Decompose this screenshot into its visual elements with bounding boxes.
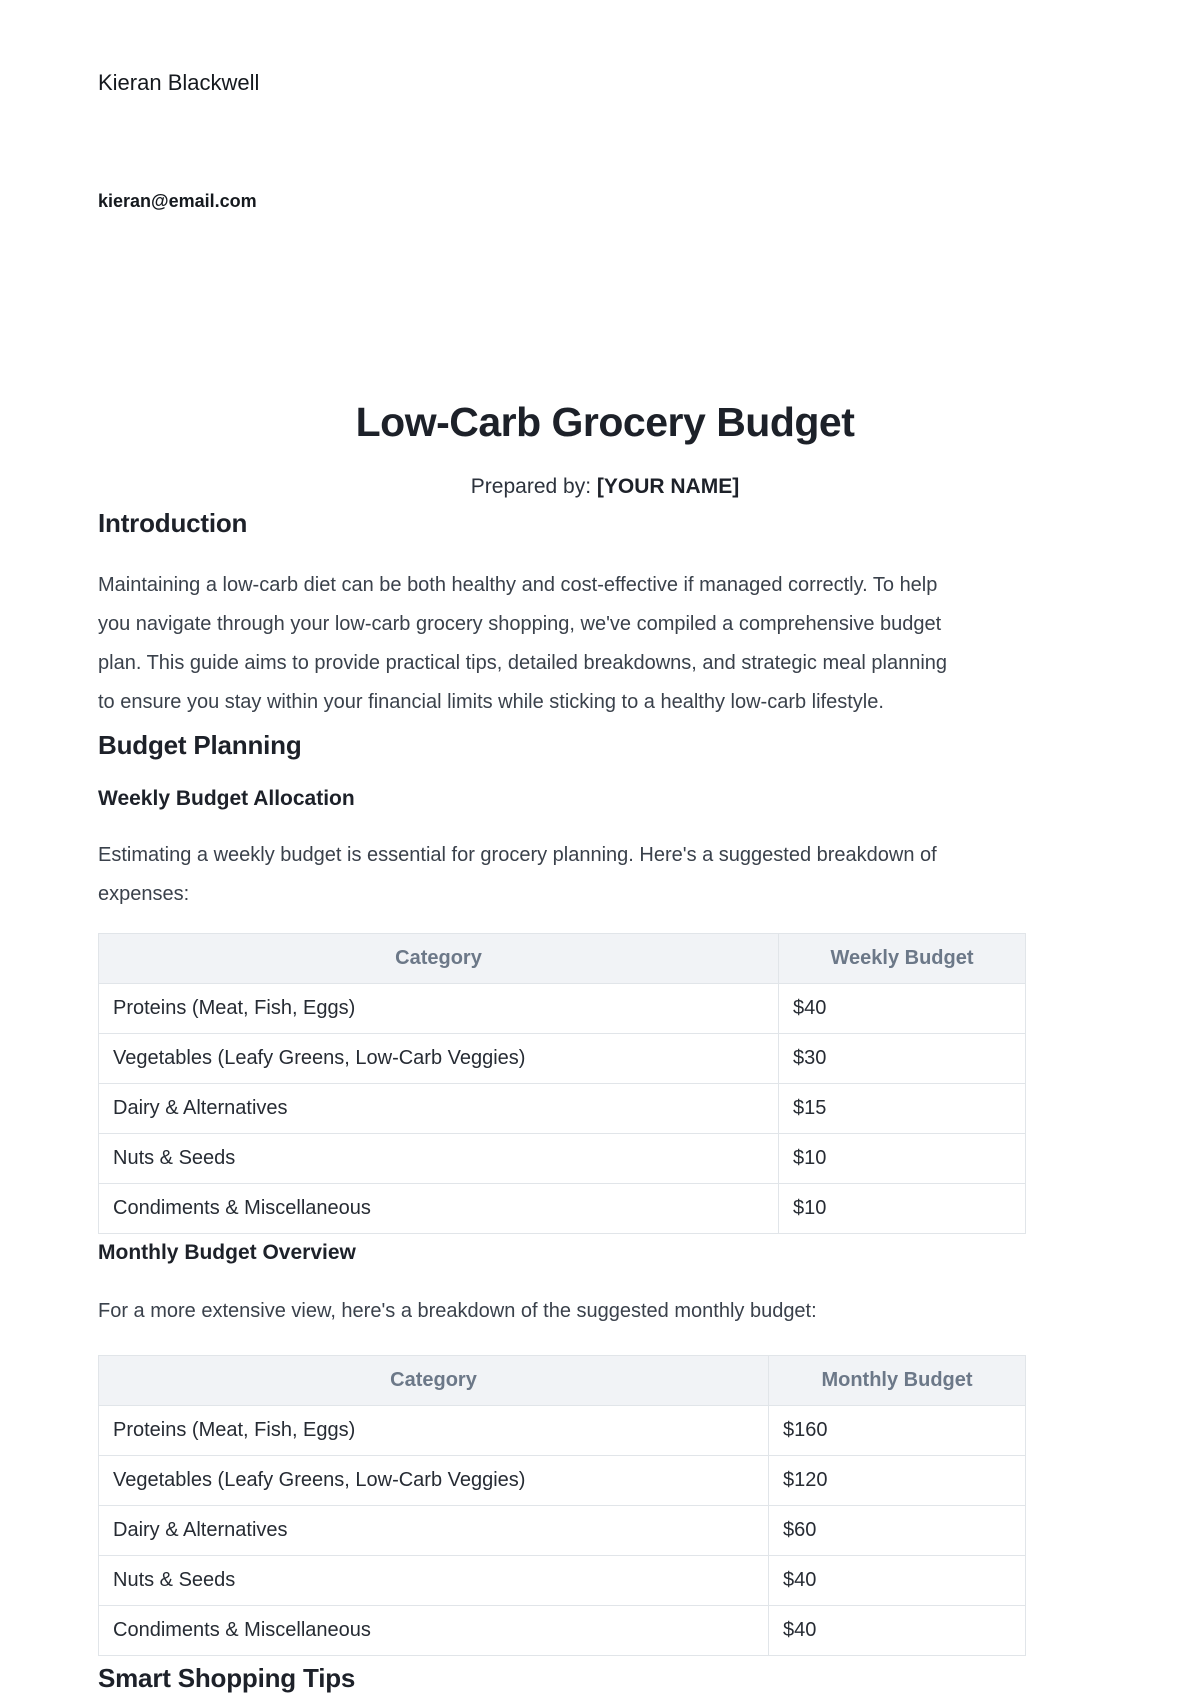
table-header-row: [99, 1356, 1026, 1406]
column-header-monthly-budget: Monthly Budget: [769, 1356, 1026, 1406]
category-cell: Nuts & Seeds: [99, 1556, 769, 1606]
table-row: [99, 1506, 1026, 1556]
amount-cell: $60: [769, 1506, 1026, 1556]
category-cell: Proteins (Meat, Fish, Eggs): [99, 984, 779, 1034]
section-heading-smart-shopping-tips: Smart Shopping Tips: [98, 1663, 356, 1693]
author-name: Kieran Blackwell: [98, 70, 260, 95]
category-cell: Dairy & Alternatives: [99, 1506, 769, 1556]
table-row: [99, 1084, 1026, 1134]
prepared-by-line: [98, 474, 1112, 500]
column-header-category: Category: [99, 1356, 769, 1406]
amount-cell: $40: [769, 1556, 1026, 1606]
table-row: [99, 1556, 1026, 1606]
table-row: [99, 1406, 1026, 1456]
table-row: [99, 1034, 1026, 1084]
column-header-weekly-budget: Weekly Budget: [779, 934, 1026, 984]
category-cell: Condiments & Miscellaneous: [99, 1184, 779, 1234]
amount-cell: $120: [769, 1456, 1026, 1506]
amount-cell: $40: [779, 984, 1026, 1034]
paragraph-line: For a more extensive view, here's a breakdown of the suggested monthly budget:: [98, 1300, 817, 1322]
category-cell: Vegetables (Leafy Greens, Low-Carb Veggies): [99, 1034, 779, 1084]
category-cell: Proteins (Meat, Fish, Eggs): [99, 1406, 769, 1456]
amount-cell: $10: [779, 1184, 1026, 1234]
subsection-heading-monthly-budget-overview: Monthly Budget Overview: [98, 1241, 356, 1264]
table-header-row: [99, 934, 1026, 984]
weekly-budget-table: [98, 933, 1026, 1234]
column-header-category: Category: [99, 934, 779, 984]
section-heading-budget-planning: Budget Planning: [98, 730, 302, 760]
subsection-heading-weekly-budget-allocation: Weekly Budget Allocation: [98, 787, 355, 810]
weekly-intro-paragraph: [98, 836, 1112, 914]
category-cell: Nuts & Seeds: [99, 1134, 779, 1184]
monthly-intro-paragraph: [98, 1292, 1112, 1331]
amount-cell: $30: [779, 1034, 1026, 1084]
category-cell: Dairy & Alternatives: [99, 1084, 779, 1134]
paragraph-line: to ensure you stay within your financial limits while sticking to a healthy low-carb lifestyle.: [98, 691, 884, 713]
amount-cell: $15: [779, 1084, 1026, 1134]
document-title: Low-Carb Grocery Budget: [355, 399, 855, 445]
introduction-paragraph: [98, 566, 1112, 722]
table-row: [99, 1184, 1026, 1234]
paragraph-line: plan. This guide aims to provide practical tips, detailed breakdowns, and strategic meal planning: [98, 652, 948, 674]
paragraph-line: Estimating a weekly budget is essential for grocery planning. Here's a suggested breakdown of: [98, 844, 937, 866]
prepared-by-label: Prepared by:: [470, 475, 597, 498]
category-cell: Vegetables (Leafy Greens, Low-Carb Veggies): [99, 1456, 769, 1506]
prepared-by-name: [YOUR NAME]: [596, 475, 740, 498]
table-row: [99, 984, 1026, 1034]
author-email: kieran@email.com: [98, 191, 257, 211]
monthly-budget-table: [98, 1355, 1026, 1656]
amount-cell: $40: [769, 1606, 1026, 1656]
section-heading-introduction: Introduction: [98, 508, 248, 538]
paragraph-line: Maintaining a low-carb diet can be both healthy and cost-effective if managed correctly. To help: [98, 574, 938, 596]
table-row: [99, 1606, 1026, 1656]
amount-cell: $160: [769, 1406, 1026, 1456]
table-row: [99, 1456, 1026, 1506]
paragraph-line: you navigate through your low-carb grocery shopping, we've compiled a comprehensive budget: [98, 613, 942, 635]
category-cell: Condiments & Miscellaneous: [99, 1606, 769, 1656]
amount-cell: $10: [779, 1134, 1026, 1184]
paragraph-line: expenses:: [98, 883, 190, 905]
table-row: [99, 1134, 1026, 1184]
